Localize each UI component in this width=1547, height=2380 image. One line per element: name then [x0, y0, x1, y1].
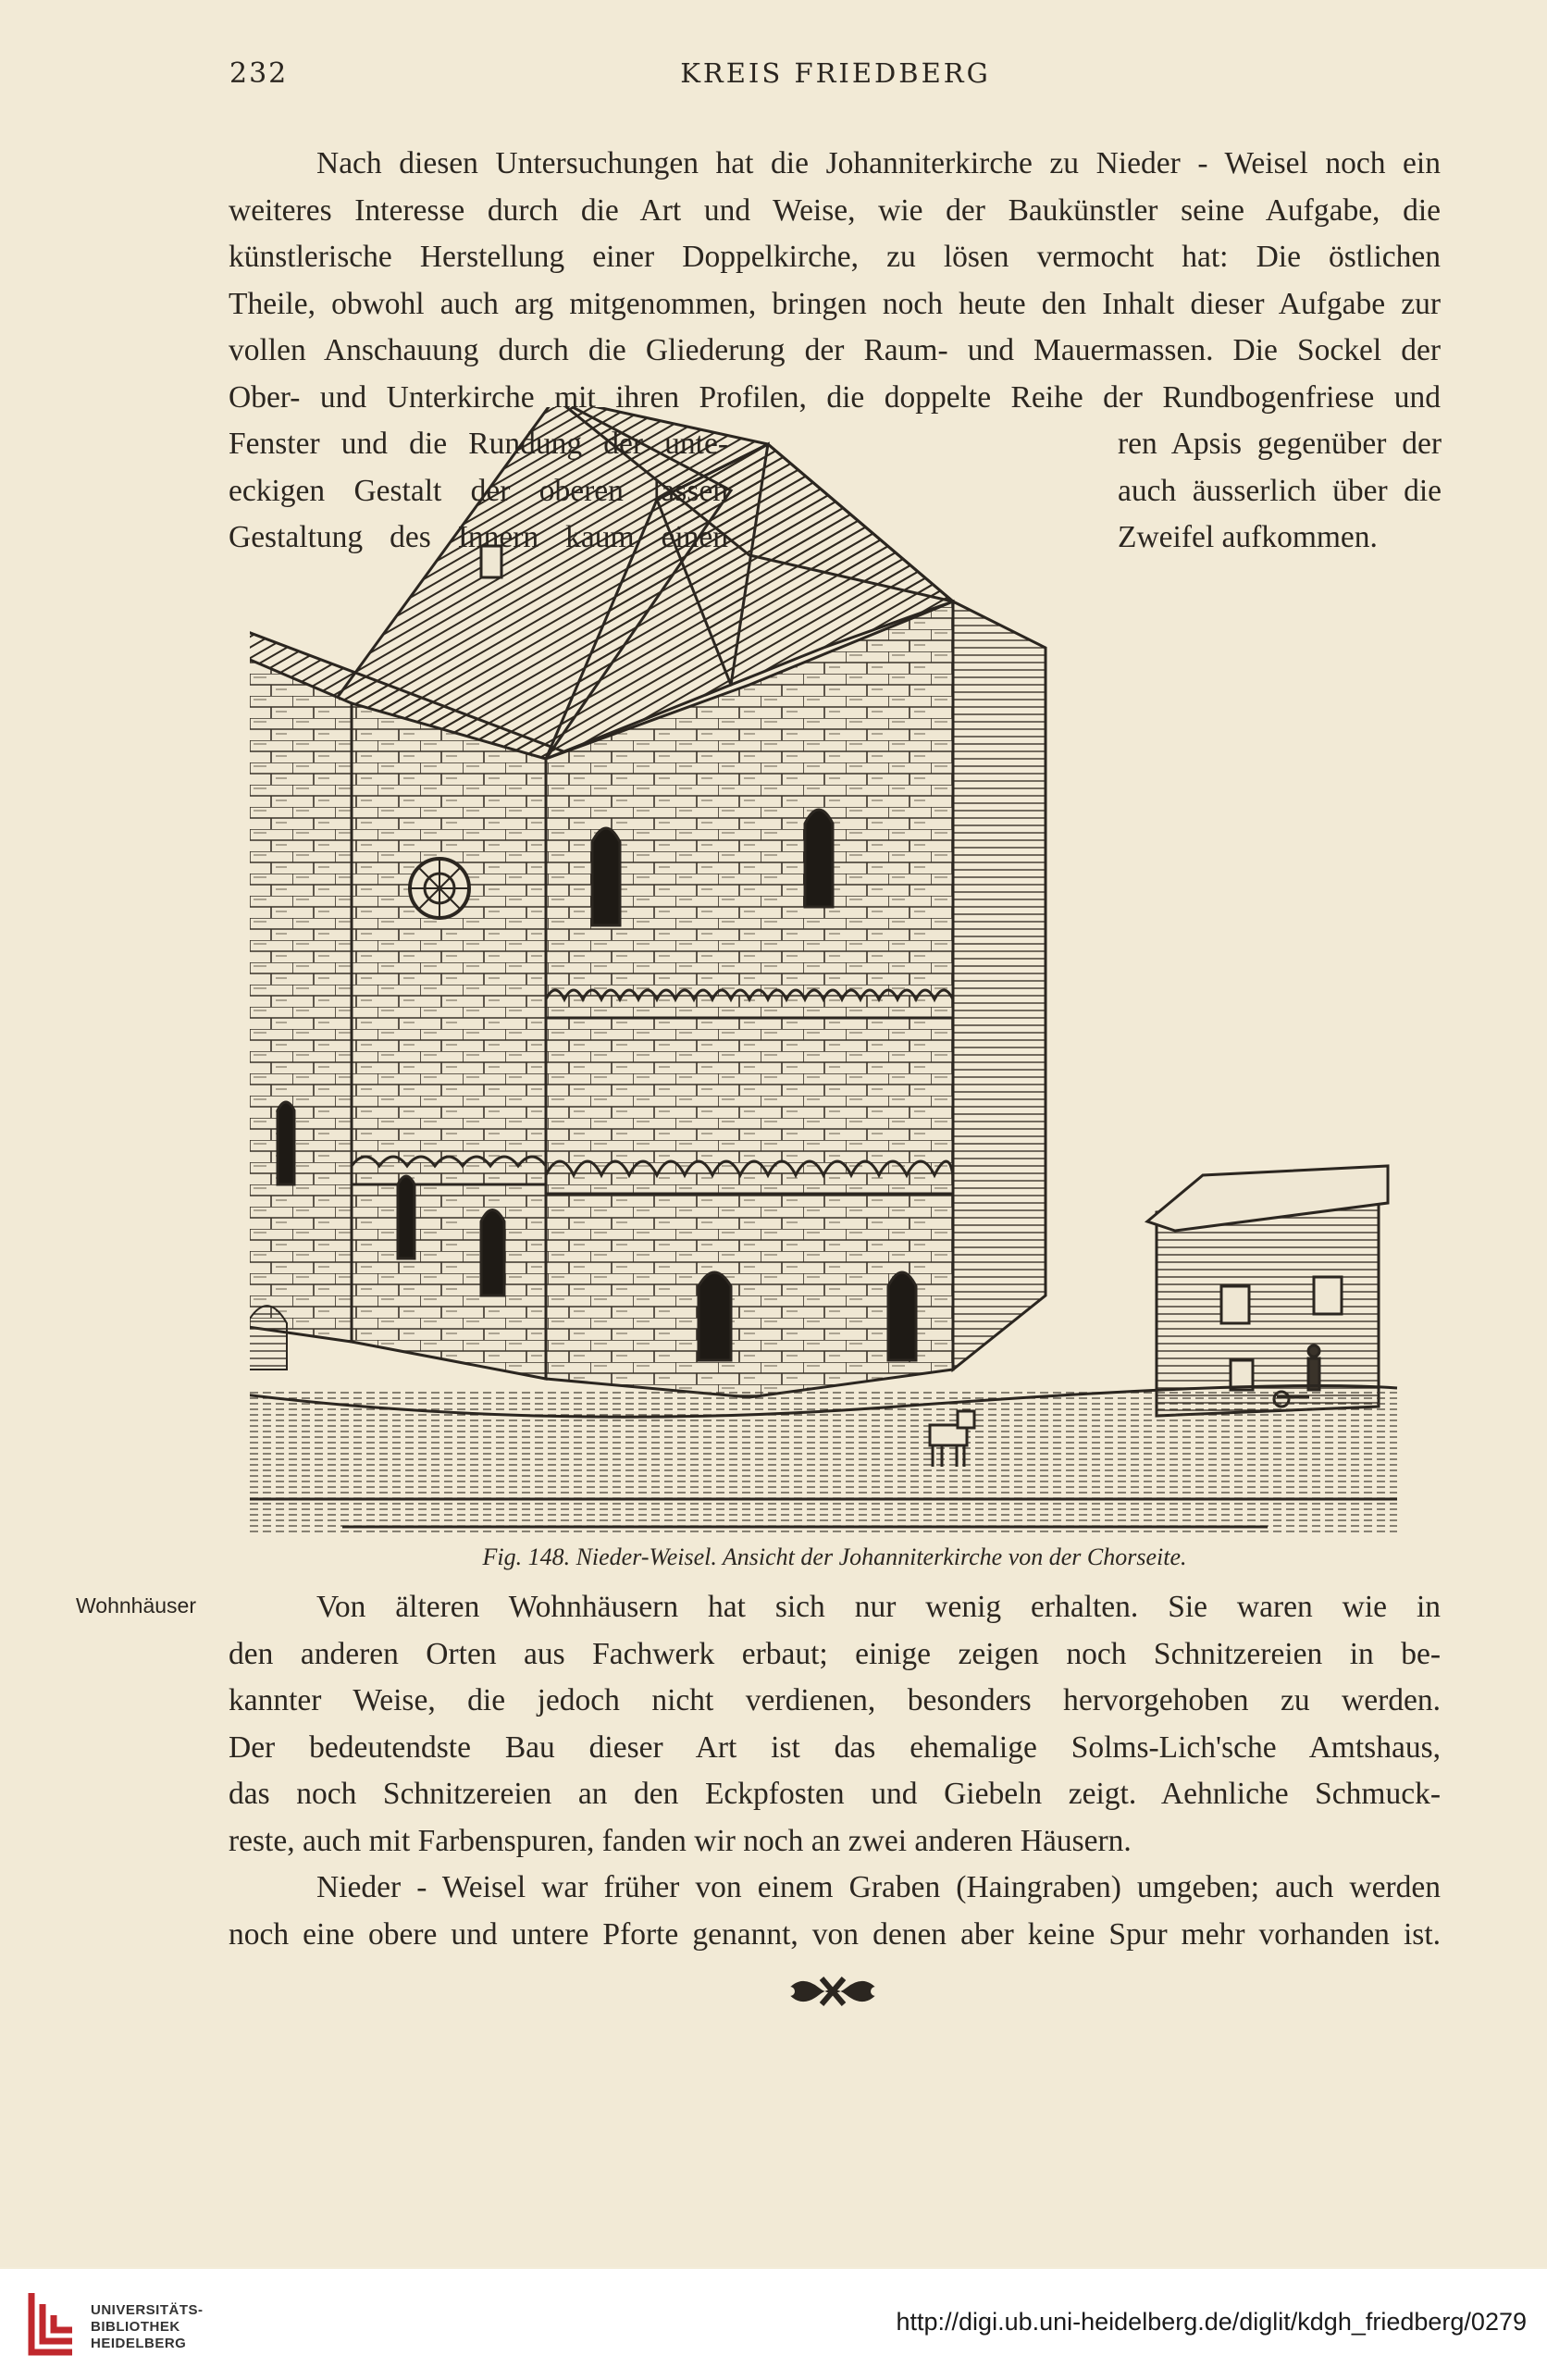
paragraph-3 [229, 1865, 1441, 1958]
running-title: KREIS FRIEDBERG [680, 57, 991, 89]
text-line: noch eine obere und untere Pforte genannt, von denen aber keine Spur mehr vorhanden ist. [229, 1916, 1441, 1952]
library-name-line: UNIVERSITÄTS- [91, 2302, 204, 2318]
text-line: reste, auch mit Farbenspuren, fanden wir noch an zwei anderen Häusern. [229, 1823, 1132, 1858]
text-line: Nach diesen Untersuchungen hat die Johanniterkirche zu Nieder - Weisel noch ein [316, 146, 1441, 180]
text-line: Gestaltung des Innern kaum einen [229, 520, 728, 554]
text-line: Nieder - Weisel war früher von einem Graben (Haingraben) umgeben; auch werden [316, 1870, 1441, 1904]
text-line: Von älteren Wohnhäusern hat sich nur wenig erhalten. Sie waren wie in [316, 1590, 1441, 1624]
library-name-line: HEIDELBERG [91, 2336, 187, 2351]
library-name-line: BIBLIOTHEK [91, 2319, 180, 2335]
page-header [229, 57, 1442, 94]
text-line: weiteres Interesse durch die Art und Weise, wie der Baukünstler seine Aufgabe, die [229, 192, 1441, 228]
library-name [91, 2302, 204, 2352]
text-line: Fenster und die Rundung der unte- [229, 427, 728, 461]
text-line: vollen Anschauung durch die Gliederung der Raum- und Mauermassen. Die Sockel der [229, 333, 1441, 367]
figure-caption: Fig. 148. Nieder-Weisel. Ansicht der Johanniterkirche von der Chorseite. [482, 1543, 1187, 1570]
text-line: künstlerische Herstellung einer Doppelkirche, zu lösen vermocht hat: Die östlichen [229, 240, 1441, 274]
footer-bar [0, 2269, 1547, 2380]
source-url[interactable]: http://digi.ub.uni-heidelberg.de/diglit/kdgh_friedberg/0279 [896, 2308, 1527, 2336]
church-illustration [250, 407, 1443, 1555]
ornament-icon [777, 1971, 888, 2012]
library-logo-icon [26, 2286, 80, 2360]
marginal-note: Wohnhäuser [76, 1593, 196, 1618]
text-line: den anderen Orten aus Fachwerk erbaut; einige zeigen noch Schnitzereien in be- [229, 1636, 1441, 1671]
text-line: Der bedeutendste Bau dieser Art ist das ehemalige Solms-Lich'sche Amtshaus, [229, 1729, 1441, 1765]
page-number: 232 [229, 57, 289, 90]
text-line: Ober- und Unterkirche mit ihren Profilen, die doppelte Reihe der Rundbogenfriese und [229, 379, 1441, 415]
text-line: auch äusserlich über die [1118, 473, 1442, 508]
paragraph-1 [229, 141, 1441, 421]
text-line: Zweifel aufkommen. [1118, 520, 1378, 554]
text-line: ren Apsis gegenüber der [1118, 427, 1442, 461]
text-line: Theile, obwohl auch arg mitgenommen, bringen noch heute den Inhalt dieser Aufgabe zur [229, 286, 1441, 321]
paragraph-2 [229, 1584, 1441, 1865]
text-line: kannter Weise, die jedoch nicht verdienen, besonders hervorgehoben zu werden. [229, 1683, 1441, 1717]
text-line: eckigen Gestalt der oberen lassen [229, 473, 728, 508]
wrapped-text-right [1118, 421, 1442, 562]
text-line: das noch Schnitzereien an den Eckpfosten und Giebeln zeigt. Aehnliche Schmuck- [229, 1777, 1441, 1811]
wrapped-text-left [229, 421, 728, 562]
